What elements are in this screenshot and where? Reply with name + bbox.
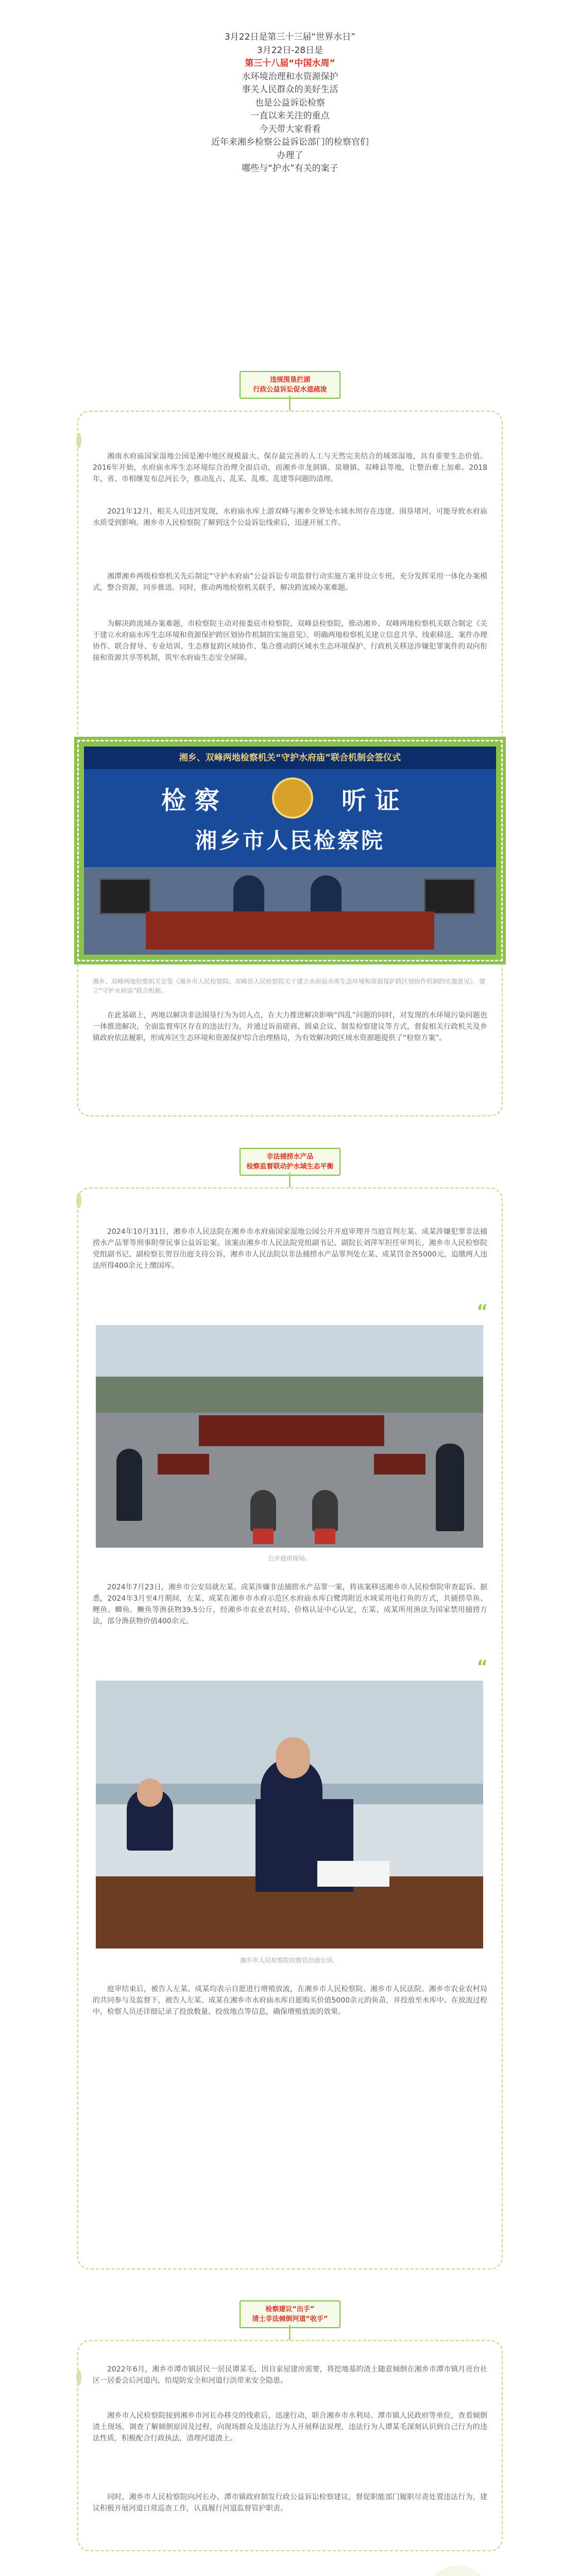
body-paragraph: 湘南水府庙国家湿地公园是湘中地区规模最大、保存最完善的人工与天然完美结合的城郊湿地，具有重要生态价值。2016年开始，水府庙水库生态环境综合治理全面启动，而湘乡市龙洞镇、泉塘镇、双峰县等地，让整治难上加难。2018年，省、市相继发布总河长令，推动乱占、乱采、乱堆、乱建等问题的清理。	[93, 452, 487, 483]
intro-line: 今天带大家看看	[259, 124, 321, 134]
body-paragraph: 湘潭湘乡两级检察机关先后制定“守护水府庙”公益诉讼专项监督行动实施方案并设立专班，充分发挥采用一体化办案模式，整合资源，同步推进。同时，推动两地检察机关联手，解决跨流域办案难题。	[93, 572, 487, 592]
photo-sign-court: 湘乡市人民检察院	[195, 828, 385, 853]
badge-connector	[289, 2325, 291, 2341]
photo-sign-right: 听 证	[342, 786, 400, 815]
body-paragraph: 在此基础上，两地以解决非法围垦行为为切入点，在大力推进解决影响“四乱”问题的同时，对发现的水环境污染问题也一体推进解决，全面监督库区存在的违法行为，并通过诉前磋商、圆桌会议、制发检察建议等方式，督促相关行政机关及乡镇政府依法履职，形成库区生态环境和资源保护综合治理格局，为有效解决跨区域水资源题提供了“检察方案”。	[93, 1011, 487, 1042]
photo-sign-left: 检 察	[161, 786, 219, 815]
badge-line: 清土非法倾倒河道“收手”	[252, 2315, 328, 2323]
intro-line: 也是公益诉讼检察	[255, 97, 325, 108]
signing-ceremony-photo	[77, 740, 503, 961]
intro-line: 办理了	[277, 150, 303, 161]
section-badge	[240, 1148, 340, 1176]
badge-connector	[289, 396, 291, 411]
leaf-decoration	[76, 1193, 81, 1208]
decorative-circle	[424, 2566, 491, 2576]
body-paragraph: 湘乡市人民检察院接到湘乡市河长办移交的线索后，迅速行动，联合湘乡市水利局、潭市镇人民政府等单位，查看倾倒渣土现场，调查了解倾倒原因及过程，向现场群众及违法行为人开展释法说理，违法行为人谭某毛深刻认识到自己行为的违法性质，积极配合行政执法，清理河道渣土。	[93, 2412, 487, 2443]
quote-icon: “	[476, 1301, 488, 1321]
badge-line: 违规围垦拦湖	[269, 376, 310, 384]
body-paragraph: 为解决跨流域办案难题，市检察院主动对接娄底市检察院、双峰县检察院，推动湘乡、双峰两地检察机关联合制定《关于建立水府庙水库生态环境和资源保护跨区划协作机制的实施意见》，明确两地检察机关建立信息共享、线索移送、案件办理协作、联合督导、专业培训、生态修复跨区域协作、集合推动跨区域水生态环境保护、行政机关移送涉嫌犯罪案件的双向衔接和资源共享等机制，筑牢水府庙生态安全屏障。	[93, 620, 487, 662]
body-paragraph: 2021年12月，相关人员违河发现，水府庙水库上游双峰与湘乡交界处水域水坝存在违建、围垦堵河，可能导致水府庙水质受到影响。湘乡市人民检察院了解到这个公益诉讼线索后，迅速开展工作。	[93, 507, 487, 527]
intro-line: 3月22日-28日是	[257, 45, 323, 56]
badge-line: 检察建议“出手”	[265, 2306, 315, 2313]
body-paragraph: 2024年7月23日，湘乡市公安局就左某、成某涉嫌非法捕捞水产品罪一案，将该案移送湘乡市人民检察院审查起诉。据悉，2024年3月至4月期间，左某、成某在湘乡市水府示范区水府庙水库白鹭湾附近水域采用电打鱼的方式，共捕捞草鱼、鲤鱼、鲫鱼、鳜鱼等渔获物39.5公斤，经湘乡市农业农村局、价格认证中心认定，左某、成某所用渔法为国家禁用捕捞方法，部分渔获物价值400余元。	[93, 1583, 487, 1625]
photo-caption: 公开庭审现场。	[267, 1555, 311, 1562]
photo-banner: 湘乡、双峰两地检察机关“守护水府庙”联合机制会签仪式	[84, 747, 496, 769]
leaf-decoration	[76, 433, 81, 448]
badge-line: 检察监督联动护水域生态平衡	[246, 1163, 334, 1171]
body-paragraph: 庭审结束后，被告人左某、成某均表示自愿进行增殖放流，在湘乡市人民检察院、湘乡市人民法院、湘乡市农业农村局的共同参与及监督下，被告人左某、成某在湘乡市水府庙水库自愿购买价值5000余元的鱼苗，并投放至水库中。在放流过程中，检察人员还详细记录了投放数量、投放地点等信息，确保增殖放流的效果。	[93, 1985, 487, 2016]
leaf-decoration	[76, 2370, 81, 2385]
intro-line: 事关人民群众的美好生活	[242, 84, 338, 95]
procuratorate-emblem-icon	[272, 777, 313, 819]
badge-line: 非法捕捞水产品	[266, 1153, 314, 1161]
body-paragraph: 同时，湘乡市人民检察院向河长办、潭市镇政府制发行政公益诉讼检察建议，督促职能部门履职尽责处置违法行为，建议积极开展河道日常巡查工作，认真履行河道监督管护职责。	[93, 2493, 487, 2513]
section-badge	[240, 371, 340, 399]
intro-line: 哪些与“护水”有关的案子	[242, 163, 338, 174]
photo-caption: 湘乡市人民检察院检察官出庭公诉。	[240, 1957, 339, 1964]
intro-line-highlight: 第三十八届“中国水周”	[245, 58, 335, 69]
intro-line: 3月22日是第三十三届“世界水日”	[224, 32, 356, 42]
intro-block	[0, 31, 580, 176]
intro-line: 一直以来关注的重点	[250, 111, 330, 121]
photo-caption: 湘乡、双峰两地检察机关会签《湘乡市人民检察院、双峰县人民检察院关于建立水府庙水库生态环境和资源保护跨区划协作机制的实施意见》，建立“守护水府庙”联合机制。	[93, 978, 486, 994]
intro-line: 近年来湘乡检察公益诉讼部门的检察官们	[211, 137, 369, 147]
quote-icon: “	[476, 1656, 488, 1677]
prosecutor-court-photo	[96, 1681, 483, 1948]
body-paragraph: 2022年6月，湘乡市潭市镇居民一居民谭某毛，因自家屋建房需要，将挖地基的渣土随意倾倒在湘乡市潭市镇月亮台社区一居委会后河道内，给堤防安全和河道行洪带来安全隐患。	[93, 2365, 487, 2385]
body-paragraph: 2024年10月31日，湘乡市人民法院在湘乡市水府庙国家湿地公园公开开庭审理并当庭宣判左某、成某涉嫌犯罪非法捕捞水产品罪等刑事附带民事公益诉讼案。该案由湘乡市人民法院党组副书记、副院长刘萍军担任审判长，湘乡市人民检察院党组副书记、副检察长贺谷出庭支持公诉，湘乡市人民法院以非法捕捞水产品罪判处左某、成某罚金各5000元，追缴两人违法所得400余元上缴国库。	[93, 1228, 487, 1270]
badge-connector	[289, 1173, 291, 1188]
badge-line: 行政公益诉讼促水道疏浚	[253, 386, 327, 394]
court-hearing-photo	[96, 1325, 483, 1548]
section-badge	[240, 2300, 340, 2328]
intro-line: 水环境治理和水资源保护	[242, 71, 338, 82]
